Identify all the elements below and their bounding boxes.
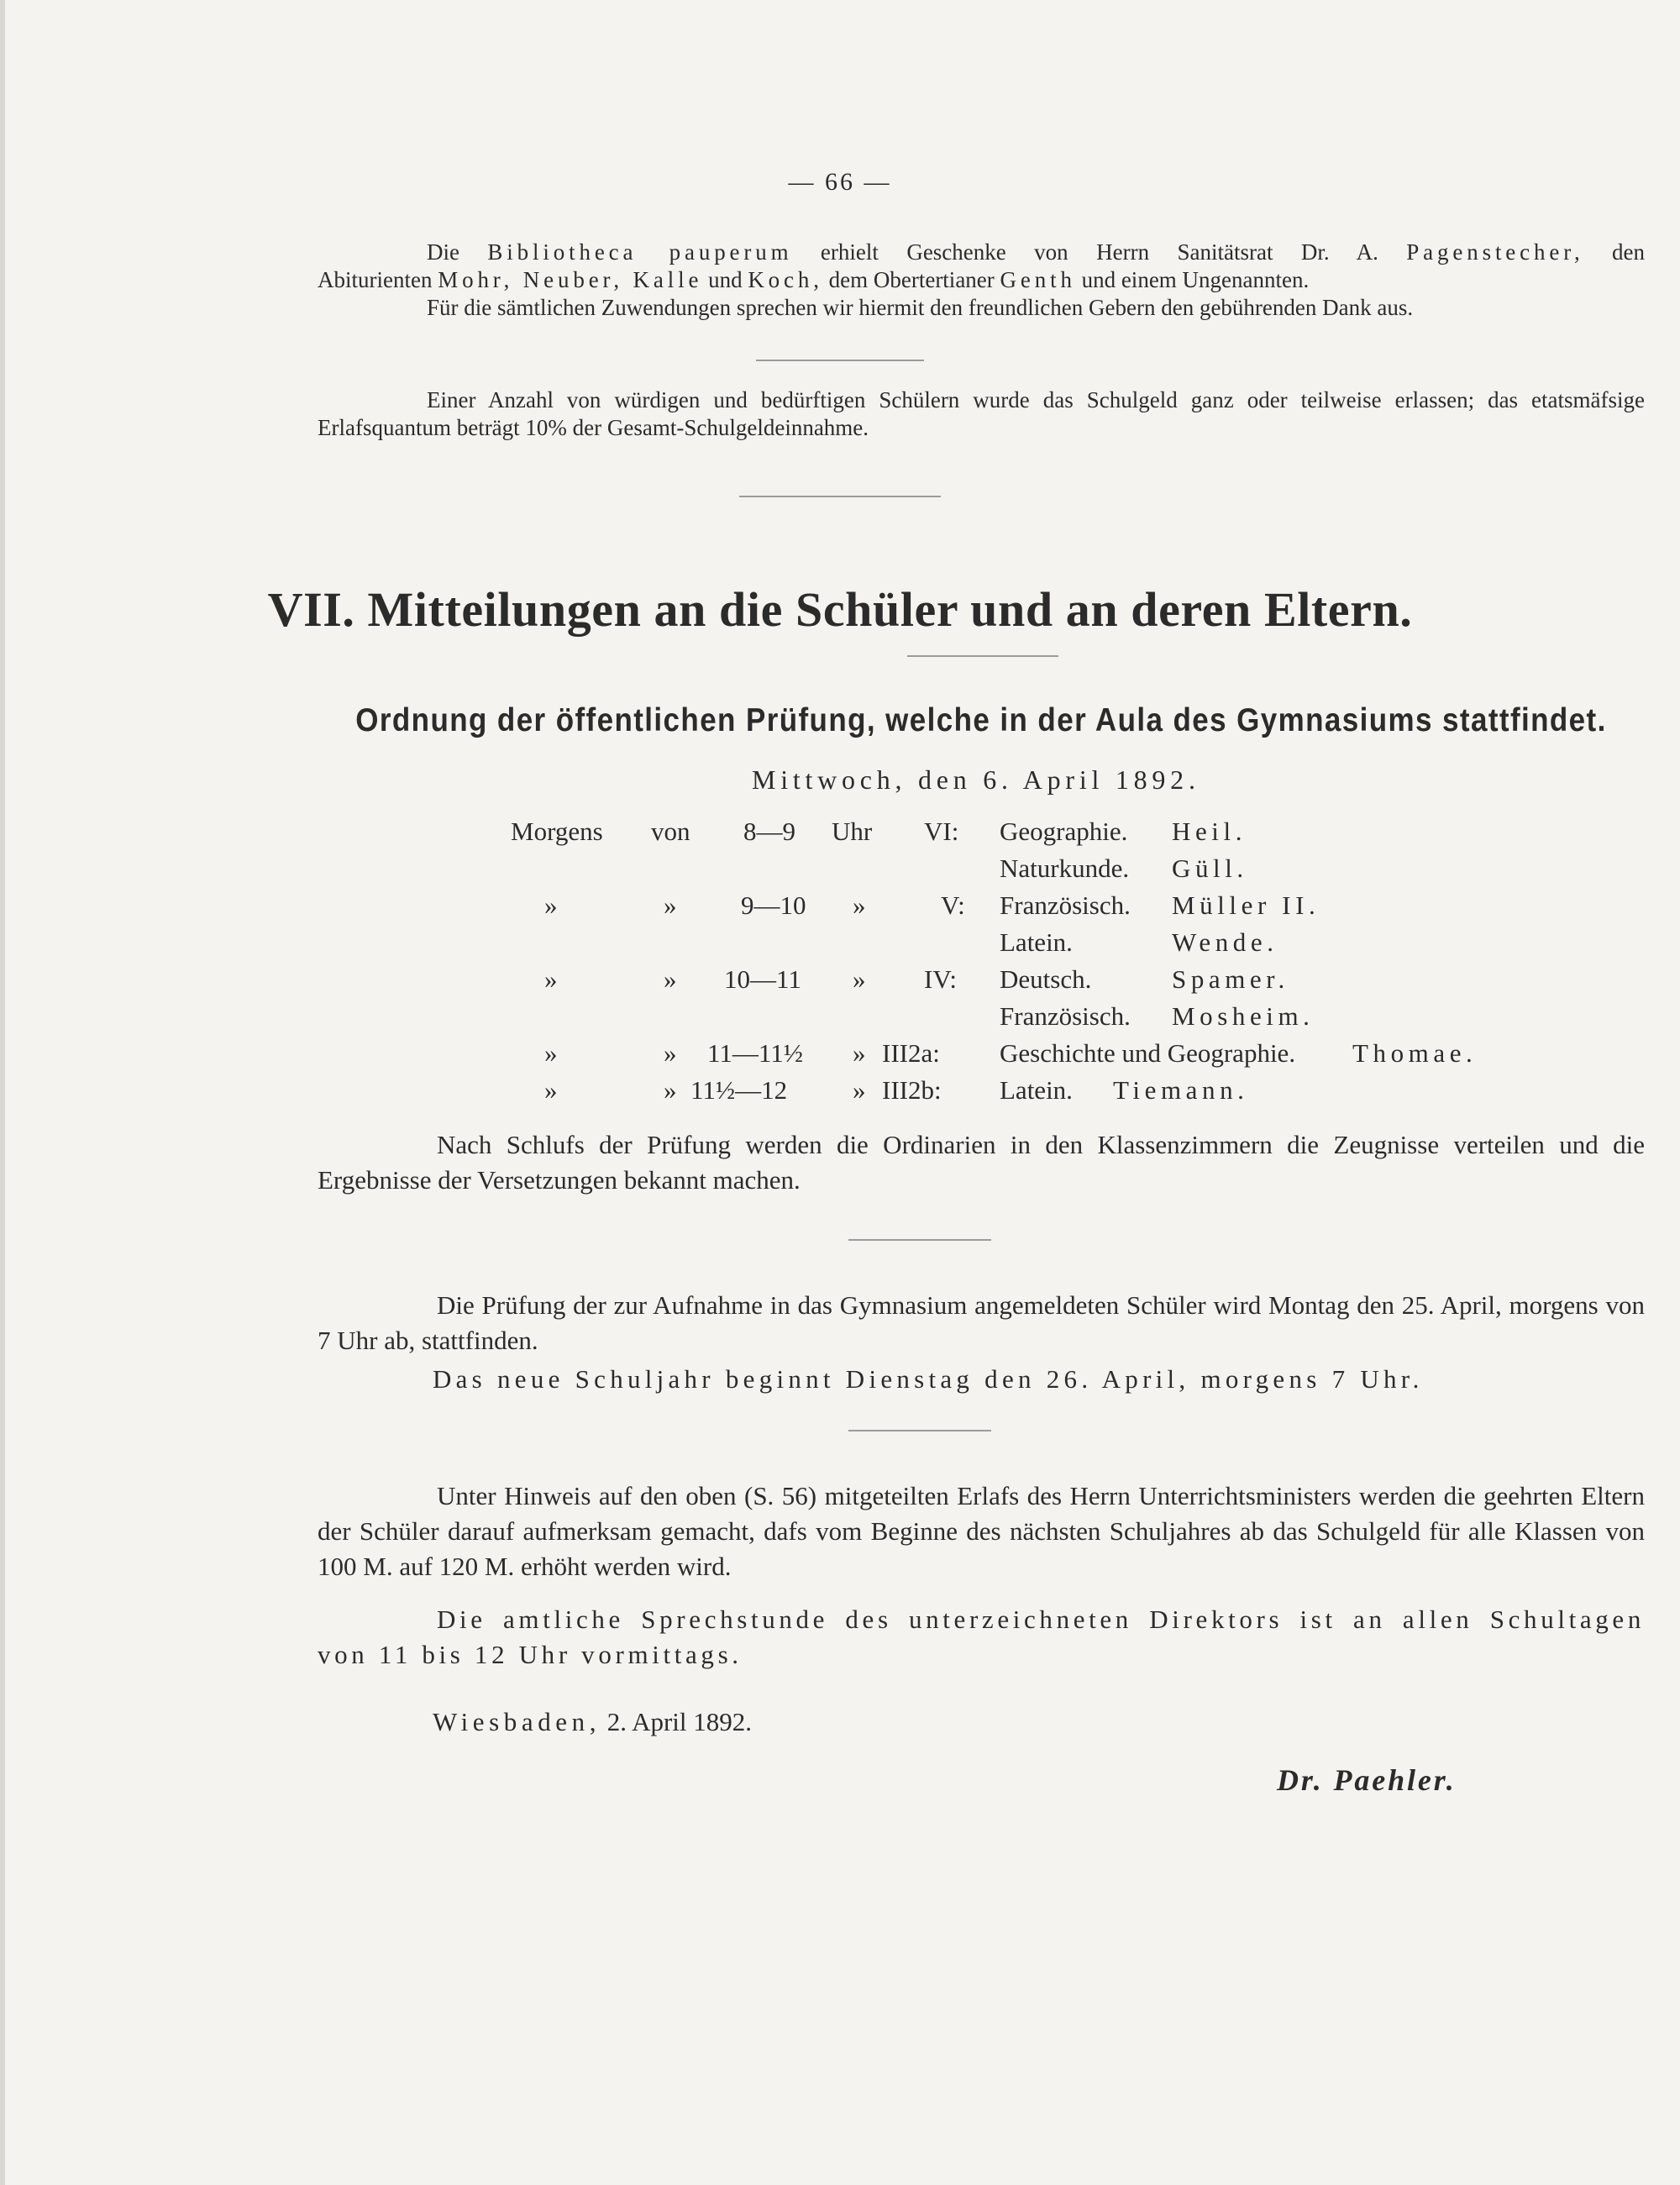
- schedule-row: [0, 964, 1680, 1001]
- text: Koch,: [748, 267, 823, 292]
- schedule-row: [0, 854, 1680, 890]
- cell: Französisch.: [1000, 1001, 1131, 1031]
- cell: Französisch.: [1000, 890, 1131, 920]
- text: Pagenstecher,: [1406, 239, 1584, 265]
- text: dem Obertertianer: [828, 267, 995, 292]
- after-exam-paragraph: Nach Schlufs der Prüfung werden die Ordinarien in den Klassenzimmern die Zeugnisse verteilen und die Ergebnisse der Versetzungen bekannt machen.: [318, 1130, 1645, 1195]
- divider: [848, 1239, 991, 1241]
- place-date: [433, 1707, 752, 1737]
- date: 2. April 1892.: [606, 1707, 753, 1736]
- cell: »: [544, 1038, 558, 1068]
- schedule-row: [0, 817, 1680, 854]
- signature: Dr. Paehler.: [1277, 1763, 1457, 1797]
- page-number: — 66 —: [788, 168, 892, 196]
- cell: Geographie.: [1000, 817, 1128, 846]
- text: den: [1612, 239, 1646, 265]
- schedule-row: [0, 1038, 1680, 1075]
- schedule-row: [0, 927, 1680, 964]
- thanks-text: Für die sämtlichen Zuwendungen sprechen wir hiermit den freundlichen Gebern den gebührenden Dank aus.: [427, 295, 1414, 320]
- office-hours-paragraph: Die amtliche Sprechstunde des unterzeichneten Direktors ist an allen Schultagen von 11 bis 12 Uhr vormittags.: [318, 1605, 1645, 1669]
- cell: Spamer.: [1172, 964, 1289, 994]
- cell: »: [544, 1075, 558, 1105]
- cell: »: [544, 890, 558, 920]
- cell: »: [853, 1038, 866, 1068]
- cell: Müller II.: [1172, 890, 1320, 920]
- cell: Tiemann.: [1113, 1075, 1249, 1105]
- cell: 11½—12: [690, 1075, 788, 1105]
- divider: [739, 496, 941, 497]
- cell: IV:: [924, 964, 958, 994]
- cell: VI:: [924, 817, 959, 846]
- cell: »: [664, 890, 677, 920]
- cell: Latein.: [1000, 927, 1073, 957]
- cell: von: [651, 817, 690, 846]
- text: Abiturienten: [318, 267, 433, 292]
- cell: Güll.: [1172, 854, 1248, 883]
- cell: »: [853, 1075, 866, 1105]
- cell: 10—11: [724, 964, 801, 994]
- admission-paragraph: Die Prüfung der zur Aufnahme in das Gymnasium angemeldeten Schüler wird Montag den 25. April, morgens von 7 Uhr ab, stattfinden.: [318, 1290, 1645, 1355]
- schedule-table: [0, 817, 1680, 1119]
- divider: [848, 1430, 991, 1431]
- cell: »: [544, 964, 558, 994]
- cell: »: [664, 964, 677, 994]
- schulgeld-paragraph: Einer Anzahl von würdigen und bedürftigen Schülern wurde das Schulgeld ganz oder teilweise erlassen; das etatsmäfsige Erlafsquantum beträgt 10% der Gesamt-Schulgeldeinnahme.: [318, 387, 1645, 440]
- text: erhielt Geschenke von Herrn Sanitätsrat Dr. A.: [820, 239, 1378, 265]
- cell: Geschichte und Geographie.: [1000, 1038, 1296, 1068]
- cell: Mosheim.: [1172, 1001, 1315, 1031]
- schedule-row: [0, 890, 1680, 927]
- cell: »: [853, 964, 866, 994]
- divider: [756, 360, 924, 361]
- cell: Thomae.: [1352, 1038, 1478, 1068]
- place: Wiesbaden,: [433, 1707, 601, 1736]
- divider: [907, 655, 1058, 657]
- cell: Latein.: [1000, 1075, 1073, 1105]
- exam-date: Mittwoch, den 6. April 1892.: [752, 764, 1200, 795]
- text: Bibliotheca pauperum: [487, 239, 793, 265]
- text: Die: [427, 239, 459, 265]
- cell: Uhr: [832, 817, 873, 846]
- cell: Heil.: [1172, 817, 1247, 846]
- schedule-row: [0, 1075, 1680, 1112]
- library-line-1: [318, 239, 1645, 266]
- cell: Naturkunde.: [1000, 854, 1130, 883]
- text: und: [708, 267, 743, 292]
- section-title: VII. Mitteilungen an die Schüler und an deren Eltern.: [267, 582, 1413, 637]
- library-line-2: [318, 266, 1645, 294]
- cell: V:: [941, 890, 965, 920]
- cell: »: [664, 1075, 677, 1105]
- text: Mohr, Neuber, Kalle: [438, 267, 703, 292]
- exam-heading: Ordnung der öffentlichen Prüfung, welche in der Aula des Gymnasiums stattfindet.: [355, 702, 1607, 738]
- library-paragraph: [318, 239, 1645, 322]
- cell: Morgens: [511, 817, 603, 846]
- cell: III2a:: [882, 1038, 940, 1068]
- cell: 11—11½: [707, 1038, 803, 1068]
- cell: III2b:: [882, 1075, 942, 1105]
- text: Genth: [1000, 267, 1076, 292]
- cell: »: [853, 890, 866, 920]
- fee-notice-paragraph: Unter Hinweis auf den oben (S. 56) mitgeteilten Erlafs des Herrn Unterrichtsministers werden die geehrten Eltern der Schüler darauf aufmerksam gemacht, dafs vom Beginne des nächsten Schuljahres ab das Schulgeld für alle Klassen von 100 M. auf 120 M. erhöht werden wird.: [318, 1481, 1645, 1581]
- cell: 8—9: [743, 817, 795, 846]
- cell: Wende.: [1172, 927, 1278, 957]
- new-school-year: Das neue Schuljahr beginnt Dienstag den 26. April, morgens 7 Uhr.: [433, 1364, 1424, 1394]
- text: und einem Ungenannten.: [1081, 267, 1310, 292]
- cell: »: [664, 1038, 677, 1068]
- cell: 9—10: [741, 890, 806, 920]
- schedule-row: [0, 1001, 1680, 1038]
- cell: Deutsch.: [1000, 964, 1092, 994]
